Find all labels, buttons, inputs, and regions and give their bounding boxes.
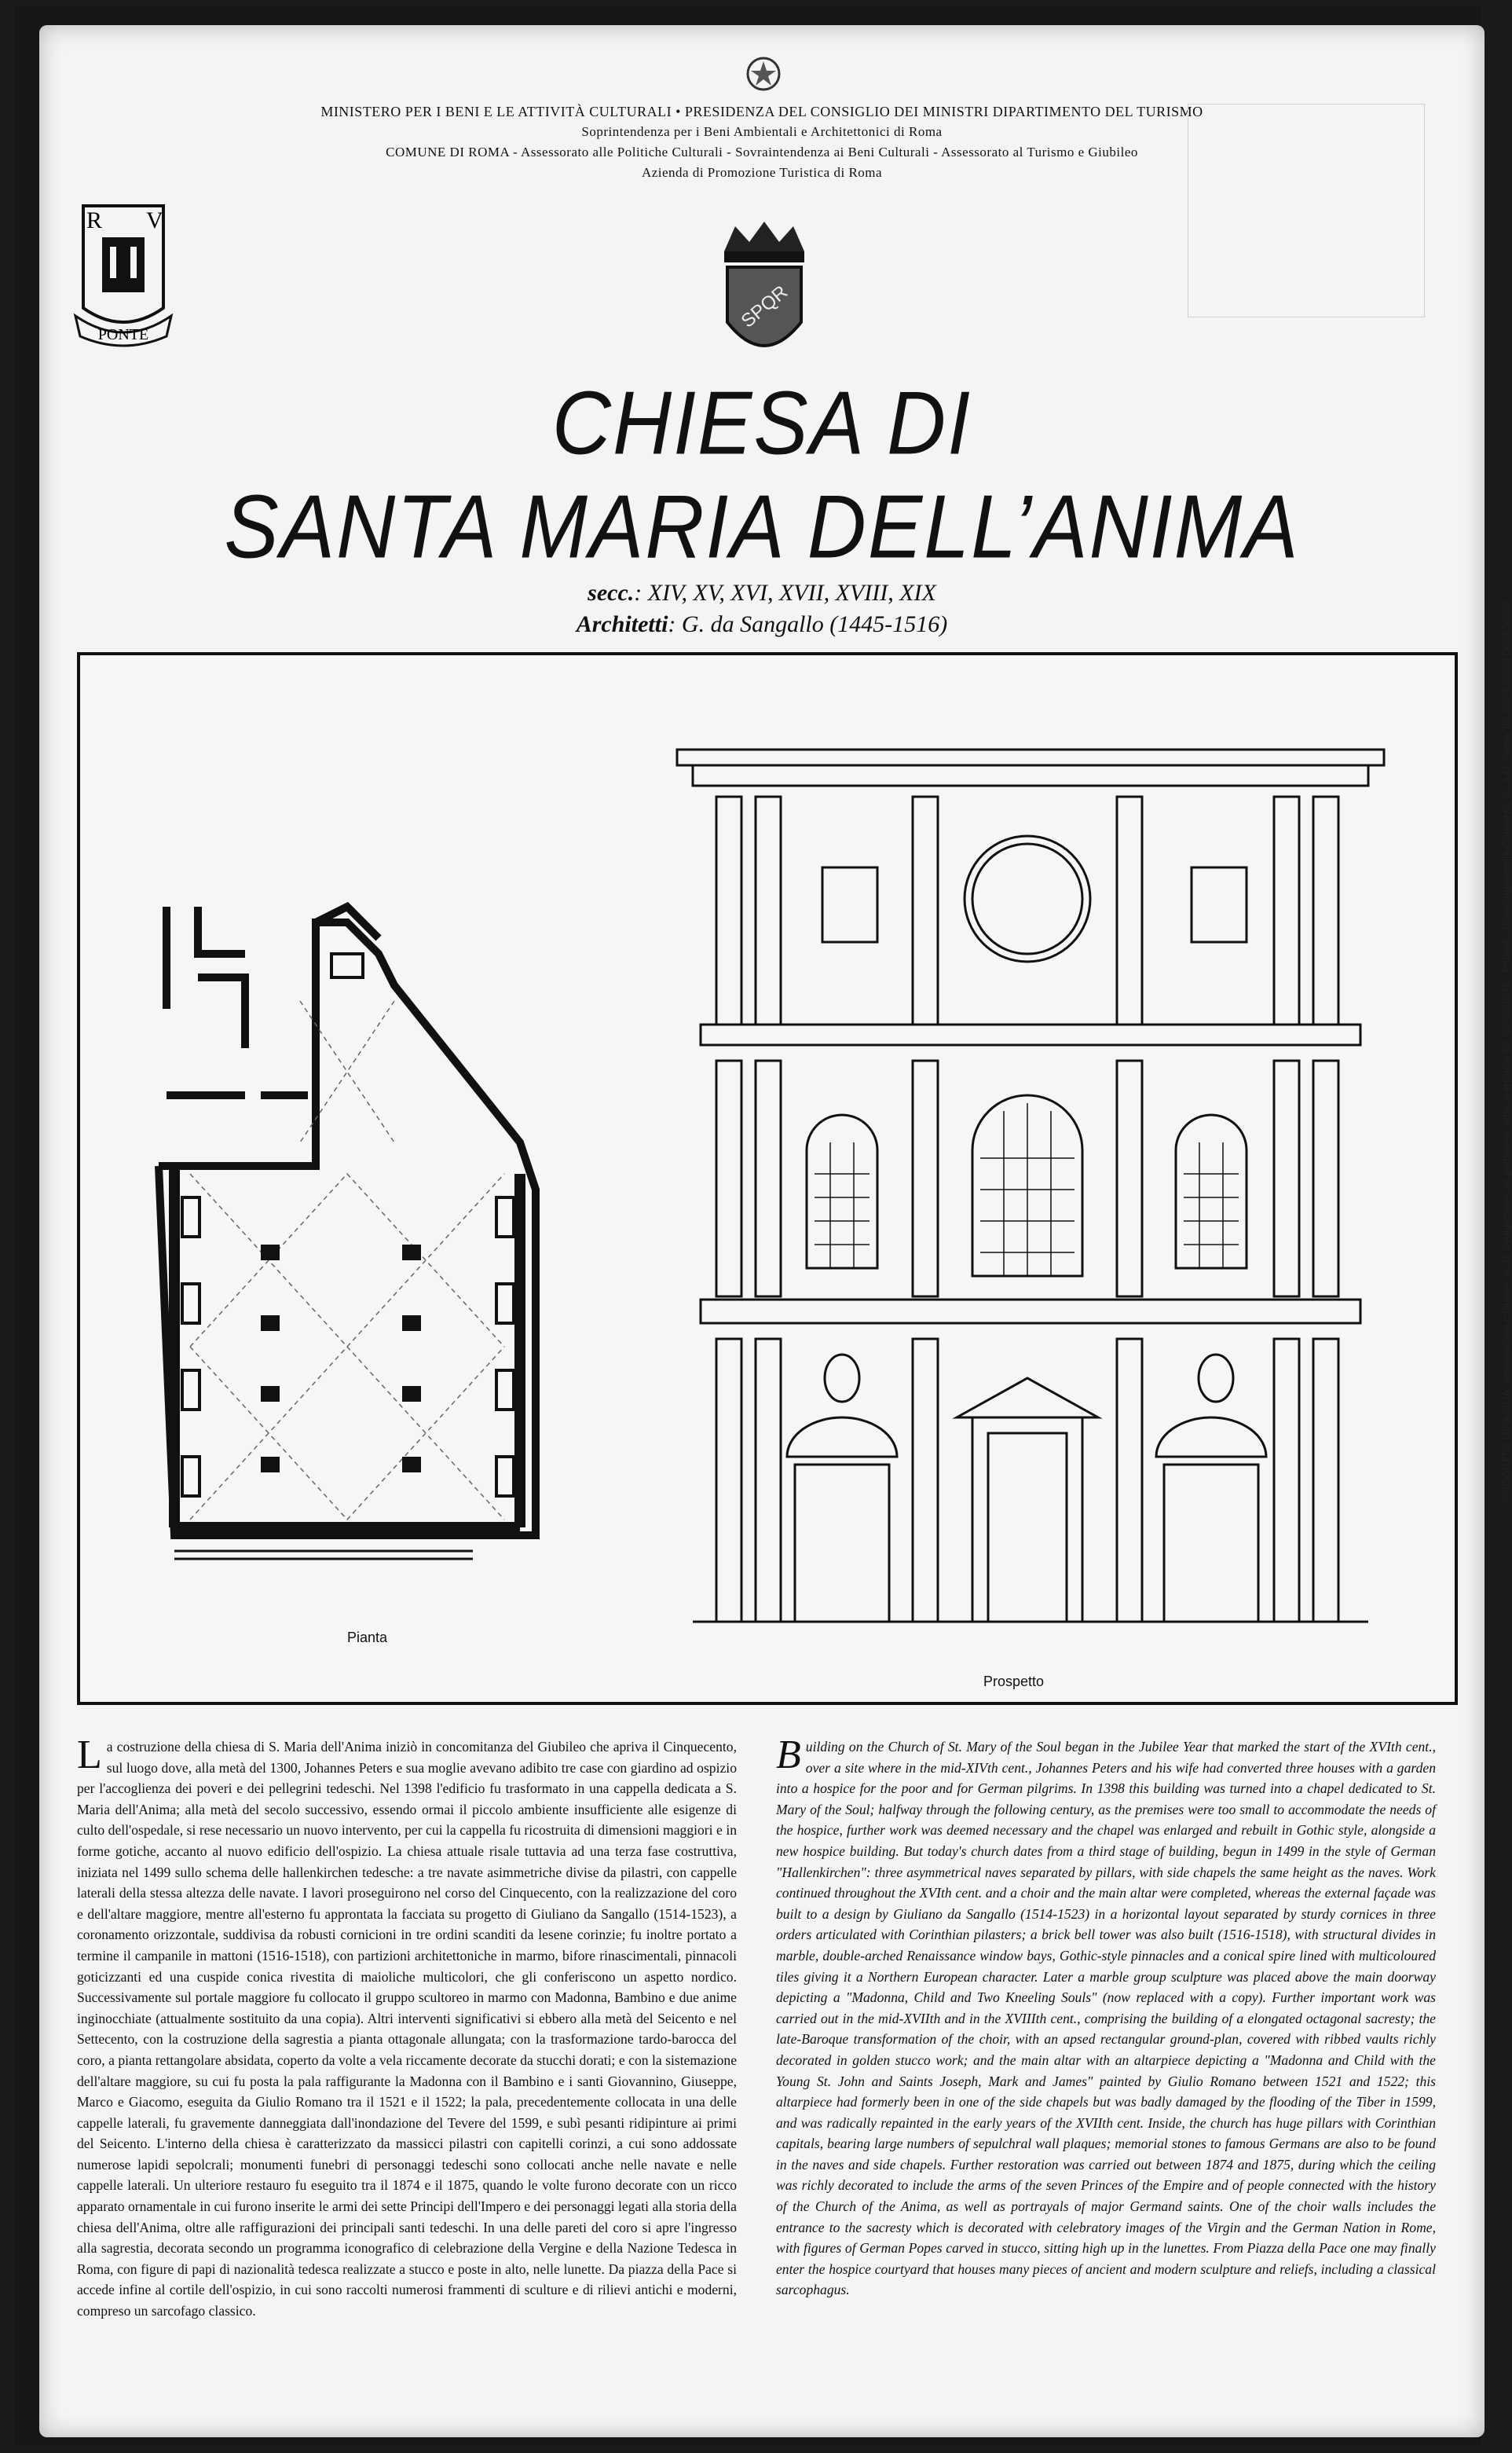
rione-ponte-emblem-icon bbox=[72, 198, 174, 347]
architects-line bbox=[39, 611, 1485, 638]
italian-description bbox=[77, 1732, 737, 2322]
facade-elevation-drawing bbox=[677, 750, 1384, 1630]
plan-label: Pianta bbox=[347, 1630, 388, 1645]
centuries-value: : XIV, XV, XVI, XVII, XVIII, XIX bbox=[634, 580, 936, 606]
header-tourism-line: Azienda di Promozione Turistica di Roma bbox=[641, 165, 883, 180]
english-description bbox=[776, 1732, 1436, 2301]
centuries-label: secc. bbox=[588, 580, 635, 606]
floor-plan-drawing bbox=[143, 907, 583, 1614]
sign-frame bbox=[14, 6, 1512, 2445]
header-ministry-line: MINISTERO PER I BENI E LE ATTIVITÀ CULTURALI • PRESIDENZA DEL CONSIGLIO DEI MINISTRI DIPARTIMENTO DEL TURISMO bbox=[320, 104, 1203, 119]
english-drop-cap: B bbox=[776, 1732, 801, 1777]
title-line-1: CHIESA DI bbox=[551, 373, 972, 474]
rione-name: PONTE bbox=[97, 326, 149, 343]
architects-value: : G. da Sangallo (1445-1516) bbox=[668, 611, 948, 637]
spqr-text: SPQR bbox=[737, 281, 793, 332]
spqr-emblem-icon bbox=[716, 220, 812, 369]
architects-label: Architetti bbox=[576, 611, 668, 637]
rione-letter-right: V bbox=[146, 207, 163, 233]
project-credit: "PROGETTO MIRABILIA" associazione culturale per la divulgazione del patrimonio storico artistico Tel. 06/6830076 - Pobiedo: Istaudarpalermita Consorzio s.c.a.r.l. Roma Tel. 06/6825296 06/5836889 bbox=[1500, 601, 1512, 1504]
elevation-label: Prospetto bbox=[983, 1674, 1045, 1689]
english-body: uilding on the Church of St. Mary of the Soul began in the Jubilee Year that marked the start of the XVIth cent., over a site where in the mid-XIVth cent., Johannes Peters and his wife had converted three houses with a garden into a hospice for the poor and for German pilgrims. In 1398 this building was turned into a chapel dedicated to St. Mary of the Soul; halfway through the following century, as the premises were too small to accommodate the needs of the hospice, further work was deemed necessary and the chapel was enlarged and rebuilt in Gothic style, alongside a new hospice building. But today's church dates from a third stage of building, begun in 1499 in the style of German "Hallenkirchen": three asymmetrical naves separated by pillars, with side chapels the same height as the naves. Work continued throughout the XVIth cent. and a choir and the main altar were completed, whereas the external façade was built to a design by Giuliano da Sangallo (1514-1523) in a horizontal layout separated by sturdy cornices in three orders articulated with Corinthian pilasters; a brick bell tower was also built (1516-1518), with structural divides in marble, double-arched Renaissance window bays, Gothic-style pinnacles and a conical spire lined with multicoloured tiles giving it a Northern European character. Later a marble group sculpture was placed above the main doorway depicting a "Madonna, Child and Two Kneeling Souls" (now replaced with a copy). Further important work was carried out in the mid-XVIIth and in the XVIIIth cent., comprising the building of a elongated octagonal sacresty; the late-Baroque transformation of the choir, with an apsed rectangular ground-plan, covered with ribbed vaults richly decorated in golden stucco work; and the main altar with an altarpiece depicting a "Madonna and Child with the Young St. John and Saints Joseph, Mark and James" painted by Giulio Romano between 1521 and 1522; this altarpiece had formerly been in one of the side chapels but was badly damaged by the flooding of the Tiber in 1599, and was radically repainted in the early years of the XVIIth cent. Inside, the church has huge pillars with Corinthian capitals, bearing large numbers of sepulchral wall plaques; memorial stones to famous Germans are also to be found in the naves and side chapels. Further restoration was carried out between 1874 and 1875, during which the ceiling was richly decorated to include the arms of the seven Princes of the Empire and of people connected with the history of the Church of the Anima, as well as portrayals of major Germand saints. One of the choir walls includes the entrance to the sacresty which is decorated with celebratory images of the Virgin and the German Nation in Rome, with figures of German Popes carved in stucco, sitting high up in the lunettes. From Piazza della Pace one may finally enter the hospice courtyard that houses many pieces of ancient and modern sculpture and reliefs, including a classical sarcophagus. bbox=[776, 1739, 1436, 2298]
header-soprintendenza-line: Soprintendenza per i Beni Ambientali e Architettonici di Roma bbox=[581, 124, 943, 139]
italian-republic-emblem-icon bbox=[743, 52, 784, 94]
italian-body: a costruzione della chiesa di S. Maria dell'Anima iniziò in concomitanza del Giubileo che apriva il Cinquecento, sul luogo dove, alla metà del 1300, Johannes Peters e sua moglie avevano adibito tre case con giardino ad ospizio per l'accoglienza dei poveri e dei pellegrini tedeschi. Nel 1398 l'edificio fu trasformato in una cappella dedicata a S. Maria dell'Anima; alla metà del secolo successivo, essendo ormai il piccolo ambiente insufficiente alle esigenze di culto dell'ospedale, si rese necessario un nuovo intervento, per cui la cappella fu ricostruita di dimensioni maggiori e in forme gotiche, accanto al nuovo edificio dell'ospizio. La chiesa attuale risale tuttavia ad una terza fase costruttiva, iniziata nel 1499 sullo schema delle hallenkirchen tedesche: a tre navate asimmetriche divise da pilastri, con cappelle laterali della stessa altezza delle navate. I lavori proseguirono nel corso del Cinquecento, con la realizzazione del coro e dell'altare maggiore, mentre all'esterno fu approntata la facciata su progetto di Giuliano da Sangallo (1514-1523), a coronamento orizzontale, suddivisa da robusti cornicioni in tre ordini scanditi da lesene corinzie; fu inoltre portato a termine il campanile in mattoni (1516-1518), con partizioni architettoniche in marmo, bifore rinascimentali, pinnacoli goticizzanti ed una cuspide conica rivestita di maioliche multicolori, che gli conferiscono un aspetto nordico. Successivamente sul portale maggiore fu collocato il gruppo scultoreo in marmo con Madonna, Bambino e due anime inginocchiate (attualmente sostituito da una copia). Altri interventi significativi si ebbero alla metà del Seicento e nel Settecento, con la costruzione della sagrestia a pianta ottagonale allungata; con la trasformazione tardo-barocca del coro, a pianta rettangolare absidata, coperto da volte a vela riccamente decorate da stucchi dorati; e con la sistemazione dell'altare maggiore, su cui fu posta la pala raffigurante la Madonna con il Bambino e i santi Giovannino, Giuseppe, Marco e Giacomo, eseguita da Giulio Romano tra il 1521 e il 1522; la pala, precedentemente collocata in una delle cappelle laterali, fu gravemente danneggiata dall'inondazione del Tevere del 1599, e subì pesanti ridipinture ai primi del Seicento. L'interno della chiesa è caratterizzato da massicci pilastri con capitelli corinzi, a cui sono addossate numerose lapidi sepolcrali; monumenti funebri di personaggi tedeschi sono collocati anche nelle navate e nelle cappelle laterali. Un ulteriore restauro fu eseguito tra il 1874 e il 1875, quando le volte furono decorate con un ricco apparato ornamentale in cui furono inserite le armi dei sette Principi dell'Impero e dei personaggi legati alla storia della chiesa dell'Anima, oltre alle raffigurazioni dei principali santi tedeschi. In una delle pareti del coro si apre l'ingresso alla sagrestia, decorata secondo un programma iconografico di celebrazione della Vergine e della Nazione Tedesca in Roma, con figure di papi di nazionalità tedesca realizzate a stucco e poste in alto, nelle lunette. Da piazza della Pace si accede infine al cortile dell'ospizio, in cui sono raccolti numerosi frammenti di sculture e di rilievi antichi e moderni, compreso un sarcofago classico. bbox=[77, 1739, 737, 2319]
header-comune-line: COMUNE DI ROMA - Assessorato alle Politiche Culturali - Sovraintendenza ai Beni Culturali - Assessorato al Turismo e Giubileo bbox=[386, 145, 1138, 160]
stamp-area bbox=[1188, 104, 1425, 317]
italian-drop-cap: L bbox=[77, 1732, 102, 1777]
centuries-line bbox=[39, 580, 1485, 607]
rione-letter-left: R bbox=[86, 207, 103, 233]
title-line-2: SANTA MARIA DELL’ANIMA bbox=[224, 477, 1300, 578]
information-plate bbox=[39, 25, 1512, 2437]
